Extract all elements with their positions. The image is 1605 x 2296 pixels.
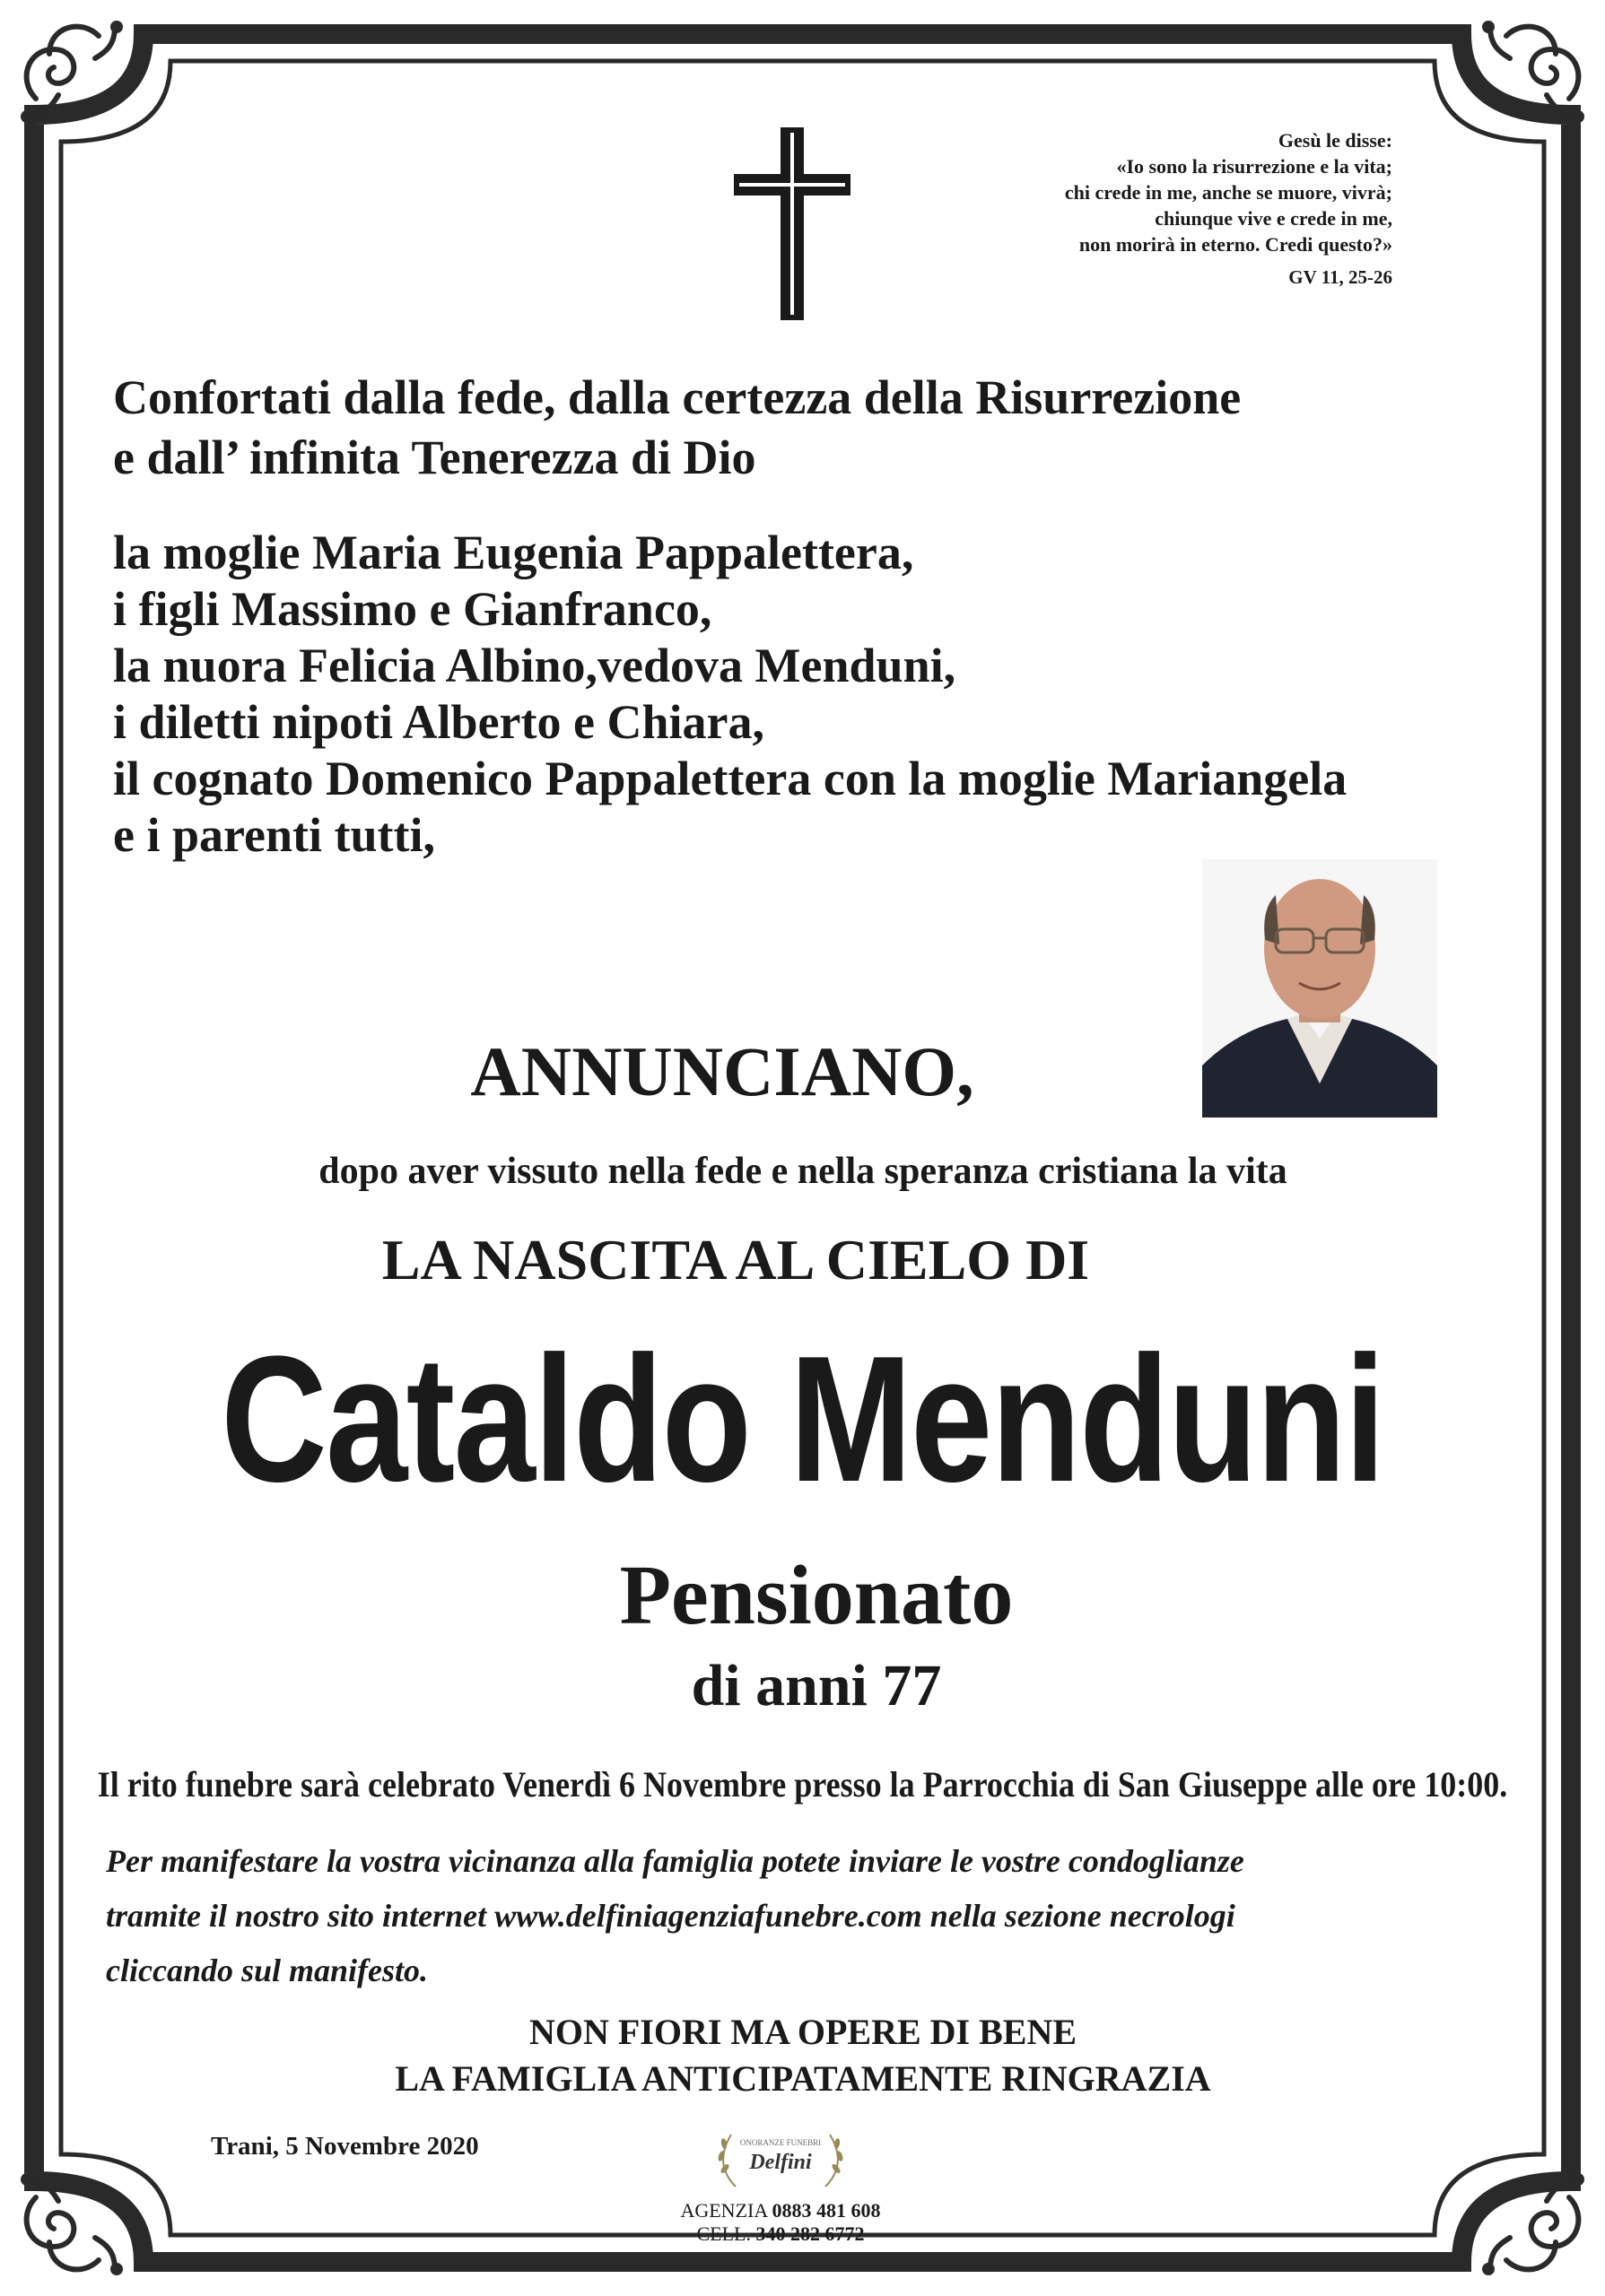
family-line: la moglie Maria Eugenia Pappalettera, <box>113 526 914 579</box>
phone-label: AGENZIA <box>680 2199 768 2222</box>
announce-heading: ANNUNCIANO, <box>470 1032 974 1110</box>
phone-number: 0883 481 608 <box>772 2199 881 2222</box>
closing-line: LA FAMIGLIA ANTICIPATAMENTE RINGRAZIA <box>395 2058 1211 2099</box>
corner-ornament-icon <box>1461 2152 1596 2287</box>
intro-line: e dall’ infinita Tenerezza di Dio <box>113 430 756 484</box>
family-line: i figli Massimo e Gianfranco, <box>113 582 712 636</box>
closing-line: NON FIORI MA OPERE DI BENE <box>528 2012 1077 2052</box>
condolences-line: cliccando sul manifesto. <box>106 1952 428 1988</box>
cross-icon <box>734 127 850 320</box>
cell-number: 340 282 6772 <box>755 2222 865 2245</box>
deceased-age: di anni 77 <box>691 1653 942 1718</box>
portrait-image <box>1202 859 1437 1118</box>
gospel-verse <box>890 127 1392 291</box>
condolences-line: tramite il nostro sito internet www.delfiniagenziafunebre.com nella sezione necrologi <box>106 1898 1235 1934</box>
place-date: Trani, 5 Novembre 2020 <box>211 2132 479 2161</box>
intro-text <box>113 368 1459 488</box>
logo-name-text: Delfini <box>749 2151 812 2174</box>
heaven-line: LA NASCITA AL CIELO DI <box>381 1228 1090 1292</box>
closing-text <box>179 2009 1426 2102</box>
family-list <box>113 525 1513 864</box>
faith-line: dopo aver vissuto nella fede e nella speranza cristiana la vita <box>318 1151 1287 1192</box>
cell-label: CELL. <box>696 2222 751 2245</box>
verse-line: non morirà in eterno. Credi questo?» <box>1078 233 1392 256</box>
funeral-notice: Il rito funebre sarà celebrato Venerdì 6 Novembre presso la Parrocchia di San Giuseppe alle ore 10:00. <box>97 1764 1508 1805</box>
family-line: i diletti nipoti Alberto e Chiara, <box>113 695 764 749</box>
family-line: la nuora Felicia Albino,vedova Menduni, <box>113 639 956 692</box>
agency-logo <box>709 2124 852 2196</box>
verse-line: «Io sono la risurrezione e la vita; <box>1116 155 1392 178</box>
logo-top-text: ONORANZE FUNEBRI <box>739 2138 822 2147</box>
corner-ornament-icon <box>9 2152 144 2287</box>
condolences-line: Per manifestare la vostra vicinanza alla famiglia potete inviare le vostre condoglianze <box>106 1843 1244 1879</box>
verse-reference: GV 11, 25-26 <box>1288 266 1392 288</box>
deceased-name: Cataldo Menduni <box>221 1319 1384 1519</box>
family-line: il cognato Domenico Pappalettera con la moglie Mariangela <box>113 752 1348 805</box>
verse-line: chi crede in me, anche se muore, vivrà; <box>1064 181 1392 204</box>
corner-ornament-icon <box>1461 9 1596 144</box>
verse-line: Gesù le disse: <box>1278 129 1392 152</box>
deceased-photo <box>1202 859 1437 1118</box>
agency-contacts <box>610 2199 951 2246</box>
family-line: e i parenti tutti, <box>113 808 435 862</box>
condolences-text <box>106 1834 1505 1998</box>
corner-ornament-icon <box>9 9 144 144</box>
deceased-occupation: Pensionato <box>619 1549 1014 1642</box>
intro-line: Confortati dalla fede, dalla certezza della Risurrezione <box>113 370 1242 424</box>
verse-line: chiunque vive e crede in me, <box>1155 207 1392 230</box>
